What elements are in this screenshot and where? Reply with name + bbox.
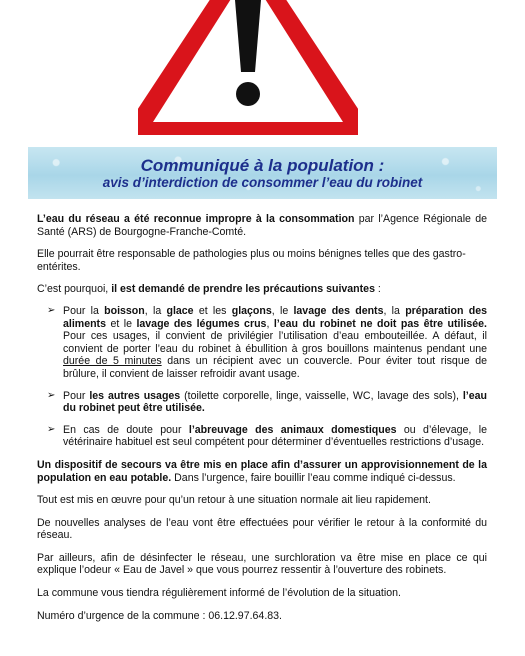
paragraph-new-analyses: De nouvelles analyses de l’eau vont être effectuées pour vérifier le retour à la conformité du réseau. [37,516,487,542]
bullet-item-drinking [47,305,487,381]
b3-t2: l’abreuvage des animaux domestiques [188,423,397,436]
paragraph-pathologies: Elle pourrait être responsable de pathologies plus ou moins bénignes telles que des gastro-entérites. [37,248,466,273]
b1-t8: lavage des dents [293,304,384,317]
paragraph-emergency-supply [37,459,487,484]
arrow-right-icon: ➢ [47,423,56,435]
precautions-bold: il est demandé de prendre les précautions suivantes [111,283,375,296]
bullet-text-animals [63,424,487,449]
b1-t16: durée de 5 minutes [63,355,162,368]
b1-t3: , la [144,304,167,317]
b1-t14: l’eau du robinet ne doit pas être utilisée. [273,317,487,330]
b1-t7: , le [271,304,294,317]
b1-t6: glaçons [231,304,272,317]
emergency-supply-text: Dans l’urgence, faire bouillir l’eau comme indiqué ci-dessus. [171,471,456,484]
b2-t3: (toilette corporelle, linge, vaisselle, WC, lavage des sols), [180,389,463,402]
warning-sign-icon [138,0,358,135]
banner-subtitle: avis d’interdiction de consommer l’eau du robinet [102,175,423,190]
paragraph-updates: La commune vous tiendra régulièrement informé de l’évolution de la situation. [37,587,401,600]
paragraph-chlorination: Par ailleurs, afin de désinfecter le réseau, une surchloration va être mise en place ce qui explique l’odeur « Eau de Javel » que vous pourrez ressentir à l’ouverture des robinets. [37,551,487,577]
precautions-colon: : [374,283,381,296]
b1-t13: , [266,317,274,330]
b1-t1: Pour la [63,304,105,317]
title-banner [28,147,497,199]
b1-t5: et les [193,304,232,317]
bullet-text-other-uses [63,390,487,415]
b2-t1: Pour [63,389,90,402]
intro-text: par l’Agence Régionale de Santé (ARS) de Bourgogne-Franche-Comté. [37,213,488,238]
b3-t1: En cas de doute pour [63,423,189,436]
b1-t2: boisson [104,304,145,317]
b1-t15: Pour ces usages, il convient de privilégier l’utilisation d’eau embouteillée. A défaut, il convient de porter l’eau du robinet à ébullition à gros bouillons maintenus pendant une [63,330,487,355]
precautions-lead: C’est pourquoi, [37,283,112,296]
bullet-text-drinking [63,305,487,381]
paragraph-return-normal: Tout est mis en œuvre pour qu’un retour à une situation normale ait lieu rapidement. [37,494,431,507]
bullet-item-other-uses [47,390,487,415]
b1-t10: préparation des aliments [63,304,487,330]
notice-body [37,213,487,622]
b1-t9: , la [383,304,406,317]
intro-bold: L’eau du réseau a été reconnue impropre à la consommation [37,213,355,225]
paragraph-intro [37,213,487,238]
emergency-supply-bold: Un dispositif de secours va être mis en place afin d’assurer un approvisionnement de la population en eau potable. [37,458,487,484]
b1-t4: glace [166,304,194,317]
b1-t12: lavage des légumes crus [136,317,267,330]
arrow-right-icon: ➢ [47,304,56,316]
emergency-phone: Numéro d’urgence de la commune : 06.12.97.64.83. [37,609,282,622]
b3-t3: ou d’élevage, le vétérinaire habituel est seul compétent pour déterminer d’éventuelles restrictions d’usage. [63,423,487,449]
b1-t11: et le [105,317,137,330]
bullet-item-animals [47,424,487,449]
banner-title: Communiqué à la population : [140,156,385,175]
arrow-right-icon: ➢ [47,389,56,401]
b2-t4: l’eau du robinet peut être utilisée. [63,389,487,415]
b2-t2: les autres usages [89,389,181,402]
b1-t17: dans un récipient avec un couvercle. Pour éviter tout risque de brûlure, il convient de laisser refroidir avant usage. [63,355,487,380]
paragraph-precautions [37,283,487,296]
